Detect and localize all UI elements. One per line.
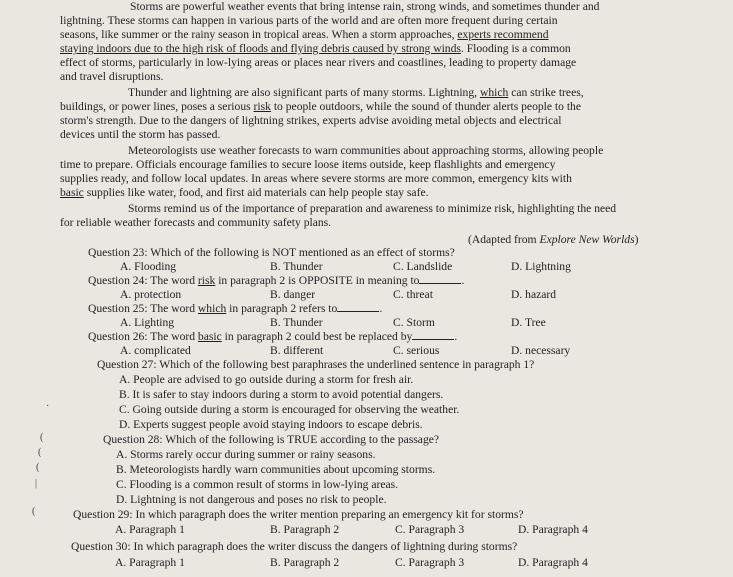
source-suffix: ) [634,233,639,246]
q25-option-c[interactable]: C. Storm [393,316,435,329]
p2-text-b: can strike trees, [508,86,584,99]
q28-option-d[interactable]: D. Lightning is not dangerous and poses no risk to people. [116,493,387,506]
source-prefix: (Adapted from [468,233,540,246]
q23-option-b[interactable]: B. Thunder [270,260,323,273]
question-23 [88,246,733,260]
margin-mark: ( [40,432,44,443]
q23-option-a[interactable]: A. Flooding [120,260,177,273]
p3-text-b: supplies like water, food, and first aid materials can help people stay safe. [83,186,429,199]
p4-line-2: for reliable weather forecasts and community safety plans. [60,216,332,229]
question-26-tail: . [454,330,458,343]
answer-blank [412,339,454,340]
margin-mark: ( [38,447,42,458]
question-29 [73,508,733,522]
question-28-text: Which of the following is TRUE according to the passage? [162,433,440,446]
p1-line-1: Storms are powerful weather events that bring intense rain, strong winds, and sometimes thunder and [130,0,600,13]
underlined-sentence-end: staying indoors due to the high risk of floods and flying debris caused by strong winds [60,42,461,55]
q27-option-a[interactable]: A. People are advised to go outside during a storm for fresh air. [119,373,414,386]
q24-option-b[interactable]: B. danger [270,288,316,301]
p2-text-c: buildings, or power lines, poses a serious [60,100,251,113]
question-23-label: Question 23: [88,246,148,259]
word-risk: risk [253,100,271,113]
q26-option-c[interactable]: C. serious [393,344,440,357]
answer-blank [337,311,379,312]
question-24-tail: . [461,274,465,287]
q24-option-d[interactable]: D. hazard [511,288,557,301]
question-25-word: which [197,302,227,315]
question-30-text: In which paragraph does the writer discuss the dangers of lightning during storms? [130,540,518,553]
question-24 [88,274,733,288]
p4-line-1: Storms remind us of the importance of preparation and awareness to minimize risk, highlighting the need [128,202,617,215]
question-29-label: Question 29: [73,508,133,521]
margin-mark: ( [36,462,40,473]
p3-line-2: time to prepare. Officials encourage families to secure loose items outside, keep flashlights and emergency [60,158,556,171]
p2-line-2 [60,100,733,114]
q29-option-c[interactable]: C. Paragraph 3 [395,523,465,536]
p2-text-d: to people outdoors, while the sound of thunder alerts people to the [270,100,582,113]
question-28 [103,433,733,447]
question-25-text: The word [147,302,198,315]
q24-option-a[interactable]: A. protection [120,288,182,301]
question-26-text2: in paragraph 2 could best be replaced by [221,330,413,343]
p1-line-3-text: seasons, like summer or the rainy season in tropical areas. When a storm approaches, [60,28,455,41]
question-25-text2: in paragraph 2 refers to [226,302,338,315]
question-29-text: In which paragraph does the writer mention preparing an emergency kit for storms? [132,508,524,521]
q27-option-c[interactable]: C. Going outside during a storm is encouraged for observing the weather. [119,403,460,416]
question-26-word: basic [197,330,222,343]
question-27 [97,358,733,372]
question-30 [71,540,733,554]
q25-option-a[interactable]: A. Lighting [120,316,175,329]
p2-line-3: storm's strength. Due to the dangers of lightning strikes, experts advise avoiding metal objects and electrical [60,114,562,127]
p1-line-5: effect of storms, particularly in low-lying areas or places near rivers and coastlines, leading to property damage [60,56,577,69]
q24-option-c[interactable]: C. threat [393,288,433,301]
question-26-text: The word [147,330,198,343]
question-24-text2: in paragraph 2 is OPPOSITE in meaning to [215,274,420,287]
question-26 [88,330,733,344]
p3-line-1: Meteorologists use weather forecasts to warn communities about approaching storms, allowing people [128,144,604,157]
p1-line-6: and travel disruptions. [60,70,164,83]
question-25-tail: . [379,302,383,315]
q28-option-c[interactable]: C. Flooding is a common result of storms in low-lying areas. [116,478,399,491]
question-24-label: Question 24: [88,274,148,287]
question-30-label: Question 30: [71,540,131,553]
margin-mark: | [35,478,38,489]
margin-mark: · [46,401,50,412]
p1-line-4-text: . Flooding is a common [460,42,571,55]
q27-option-b[interactable]: B. It is safer to stay indoors during a storm to avoid potential dangers. [119,388,444,401]
p1-line-2: lightning. These storms can happen in various parts of the world and are often more frequent during certain [60,14,558,27]
source-citation [468,233,733,247]
p3-line-3: supplies ready, and follow local updates. In areas where severe storms are more common, emergency kits with [60,172,572,185]
q23-option-d[interactable]: D. Lightning [511,260,571,273]
source-title: Explore New Worlds [539,233,635,246]
q23-option-c[interactable]: C. Landslide [393,260,453,273]
q28-option-a[interactable]: A. Storms rarely occur during summer or rainy seasons. [116,448,376,461]
q27-option-d[interactable]: D. Experts suggest people avoid staying indoors to escape debris. [119,418,423,431]
q29-option-a[interactable]: A. Paragraph 1 [115,523,185,536]
margin-mark: ( [32,506,36,517]
question-23-text: Which of the following is NOT mentioned as an effect of storms? [147,246,455,259]
q25-option-d[interactable]: D. Tree [511,316,546,329]
q26-option-d[interactable]: D. necessary [511,344,571,357]
question-28-label: Question 28: [103,433,163,446]
underlined-sentence-start: experts recommend [457,28,549,41]
q26-option-b[interactable]: B. different [270,344,324,357]
question-26-label: Question 26: [88,330,148,343]
p1-line-4 [60,42,733,56]
question-24-text: The word [147,274,198,287]
question-25 [88,302,733,316]
q30-option-a[interactable]: A. Paragraph 1 [115,556,185,569]
p2-text-a: Thunder and lightning are also significant parts of many storms. Lightning, [128,86,478,99]
q29-option-b[interactable]: B. Paragraph 2 [270,523,340,536]
question-27-label: Question 27: [97,358,157,371]
answer-blank [419,283,461,284]
q30-option-d[interactable]: D. Paragraph 4 [518,556,588,569]
q30-option-b[interactable]: B. Paragraph 2 [270,556,340,569]
q26-option-a[interactable]: A. complicated [120,344,191,357]
word-which: which [479,86,509,99]
p2-line-1 [128,86,733,100]
p3-line-4 [60,186,733,200]
question-24-word: risk [197,274,216,287]
q29-option-d[interactable]: D. Paragraph 4 [518,523,588,536]
p2-line-4: devices until the storm has passed. [60,128,221,141]
question-25-label: Question 25: [88,302,148,315]
q25-option-b[interactable]: B. Thunder [270,316,323,329]
word-basic: basic [60,186,84,199]
q28-option-b[interactable]: B. Meteorologists hardly warn communities about upcoming storms. [116,463,436,476]
p1-line-3 [60,28,733,42]
q30-option-c[interactable]: C. Paragraph 3 [395,556,465,569]
question-27-text: Which of the following best paraphrases the underlined sentence in paragraph 1? [156,358,535,371]
